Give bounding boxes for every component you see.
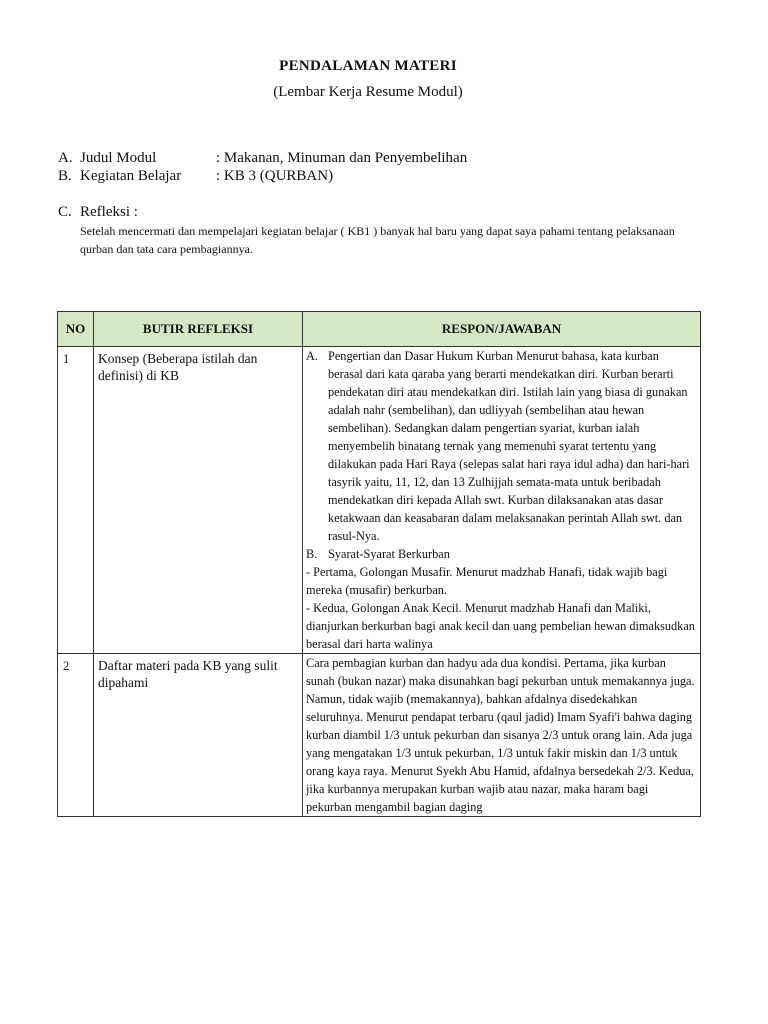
row1-item-a — [306, 347, 696, 545]
table-header-row — [58, 312, 701, 347]
refleksi-key: C. — [58, 204, 72, 220]
row1-butir: Konsep (Beberapa istilah dan definisi) di KB — [94, 347, 303, 654]
reflection-table — [57, 311, 701, 817]
row1-dash-kedua: - Kedua, Golongan Anak Kecil. Menurut madzhab Hanafi dan Maliki, dianjurkan berkurban bagi anak kecil dan uang pembelian hewan dimaksudkan berasal dari harta walinya — [306, 601, 695, 651]
meta-judul-label: Judul Modul — [80, 150, 157, 166]
header-butir-refleksi: BUTIR REFLEKSI — [94, 312, 303, 347]
row1-item-b — [306, 545, 696, 563]
meta-kegiatan-belajar — [58, 168, 333, 185]
meta-kegiatan-label: Kegiatan Belajar — [80, 168, 182, 184]
meta-judul-key: A. — [58, 150, 73, 166]
refleksi-text: Setelah mencermati dan mempelajari kegiatan belajar ( KB1 ) banyak hal baru yang dapat saya pahami tentang pelaksanaan qurban dan tata cara pembagiannya. — [80, 224, 675, 256]
row1-no: 1 — [58, 347, 94, 654]
meta-kegiatan-key: B. — [58, 168, 72, 184]
row2-butir: Daftar materi pada KB yang sulit dipahami — [94, 654, 303, 817]
row1-item-b-marker: B. — [306, 547, 318, 561]
table-row — [58, 654, 701, 817]
refleksi-label: Refleksi : — [80, 204, 138, 220]
row2-no: 2 — [58, 654, 94, 817]
row1-item-b-text: Syarat-Syarat Berkurban — [328, 547, 450, 561]
row1-item-a-text: Pengertian dan Dasar Hukum Kurban Menurut bahasa, kata kurban berasal dari kata qaraba yang berarti mendekatkan diri. Kurban berarti pendekatan diri atau mendekatkan diri. Istilah lain yang biasa di gunakan adalah nahr (sembelihan), dan udliyyah (sembelihan atau hewan sembelihan). Sedangkan dalam pengertian syariat, kurban ialah menyembelih binatang ternak yang memenuhi syarat tertentu yang dilakukan pada Hari Raya (selepas salat hari raya idul adha) dan hari-hari tasyrik yaitu, 11, 12, dan 13 Zulhijjah semata-mata untuk beribadah mendekatkan diri kepada Allah swt. Kurban dilaksanakan atas dasar ketakwaan dan keasabaran dalam melaksanakan perintah Allah swt. dan rasul-Nya. — [328, 349, 690, 543]
document-title: PENDALAMAN MATERI — [279, 58, 457, 74]
row1-respon — [303, 347, 701, 654]
document-subtitle: (Lembar Kerja Resume Modul) — [273, 84, 463, 100]
table-row — [58, 347, 701, 654]
meta-kegiatan-value: : KB 3 (QURBAN) — [216, 168, 334, 184]
refleksi-heading — [58, 204, 138, 221]
meta-judul-value: : Makanan, Minuman dan Penyembelihan — [216, 150, 468, 166]
header-respon-jawaban: RESPON/JAWABAN — [303, 312, 701, 347]
row1-dash-pertama: - Pertama, Golongan Musafir. Menurut madzhab Hanafi, tidak wajib bagi mereka (musafir) berkurban. — [306, 565, 668, 597]
row1-item-a-marker: A. — [306, 349, 318, 363]
header-no: NO — [58, 312, 94, 347]
meta-judul-modul — [58, 150, 467, 167]
row2-respon: Cara pembagian kurban dan hadyu ada dua kondisi. Pertama, jika kurban sunah (bukan nazar) maka disunahkan bagi pekurban untuk memakannya juga. Namun, tidak wajib (memakannya), bahkan afdalnya disedekahkan seluruhnya. Menurut pendapat terbaru (qaul jadid) Imam Syafi'i bahwa daging kurban diambil 1/3 untuk pekurban dan sisanya 2/3 untuk orang lain. Ada juga yang mengatakan 1/3 untuk pekurban, 1/3 untuk fakir miskin dan 1/3 untuk orang kaya raya. Menurut Syekh Abu Hamid, afdalnya bersedekah 2/3. Kedua, jika kurbannya merupakan kurban wajib atau nazar, maka haram bagi pekurban mengambil bagian daging — [303, 654, 701, 817]
